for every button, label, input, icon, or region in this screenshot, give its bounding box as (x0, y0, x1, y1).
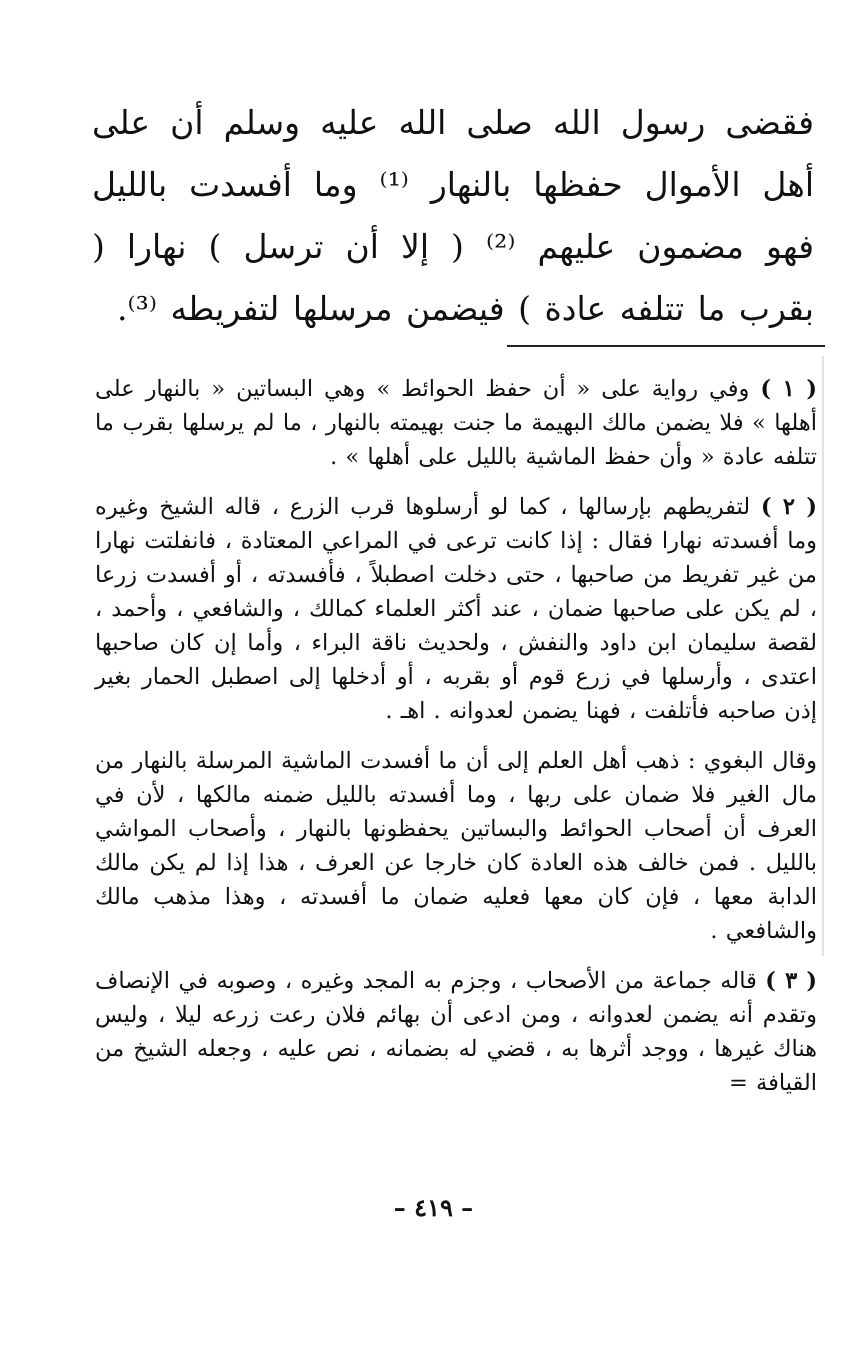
footnote-text: قاله جماعة من الأصحاب ، وجزم به المجد وغيره ، وصوبه في الإنصاف وتقدم أنه يضمن لعدوانه ، ومن ادعى أن بهائم فلان رعت زرعه ليلا ، وليس هناك غيرها ، ووجد أثرها به ، قضي له بضمانه ، نص عليه ، وجعله الشيخ من القيافة = (95, 968, 817, 1096)
footnote-2-continuation (95, 744, 817, 948)
footnote-text: وقال البغوي : ذهب أهل العلم إلى أن ما أفسدت الماشية المرسلة بالنهار من مال الغير فلا ضمان على ربها ، وما أفسدته بالليل ضمنه مالكها ، لأن في العرف أن أصحاب الحوائط والبساتين يحفظونها بالنهار ، وأصحاب المواشي بالليل . فمن خالف هذه العادة كان خارجا عن العرف ، هذا إذا لم يكن مالك الدابة معها ، فإن كان معها فعليه ضمان ما أفسدته ، وهذا مذهب مالك والشافعي . (95, 748, 817, 944)
footnotes (95, 372, 817, 1116)
footnote-divider (507, 345, 825, 347)
footnote-2 (95, 490, 817, 728)
page-number: – ٤١٩ – (393, 1193, 474, 1222)
main-paragraph: فقضى رسول الله صلى الله عليه وسلم أن على أهل الأموال حفظها بالنهار ⁽¹⁾ وما أفسدت بالليل فهو مضمون عليهم ⁽²⁾ ( إلا أن ترسل ) نهارا ( بقرب ما تتلفه عادة ) فيضمن مرسلها لتفريطه ⁽³⁾. (92, 103, 815, 328)
footnote-text: لتفريطهم بإرسالها ، كما لو أرسلوها قرب الزرع ، قاله الشيخ وغيره وما أفسدته نهارا فقال : إذا كانت ترعى في المراعي المعتادة ، فانفلتت نهارا من غير تفريط من صاحبها ، حتى دخلت اصطبلاً ، فأفسدته ، أو أفسدت زرعا ، لم يكن على صاحبها ضمان ، عند أكثر العلماء كمالك ، والشافعي ، وأحمد ، لقصة سليمان ابن داود والنفش ، ولحديث ناقة البراء ، وأما إن كان صاحبها اعتدى ، وأرسلها في زرع قوم أو بقربه ، أو أدخلها إلى اصطبل الحمار بغير إذن صاحبه فأتلفت ، فهنا يضمن لعدوانه . اهـ . (95, 494, 817, 724)
main-text (92, 92, 814, 340)
footnote-number: ( ٢ ) (760, 494, 817, 520)
footnote-1 (95, 372, 817, 474)
footnote-number: ( ٣ ) (765, 968, 817, 994)
footnote-text: وفي رواية على « أن حفظ الحوائط » وهي البساتين « بالنهار على أهلها » فلا يضمن مالك البهيمة ما جنت بهيمته بالنهار ، ما لم يرسلها بقرب ما تتلفه عادة « وأن حفظ الماشية بالليل على أهلها » . (95, 376, 817, 470)
footnote-number: ( ١ ) (760, 376, 818, 402)
footnote-3 (95, 964, 817, 1100)
page-edge-shadow (822, 356, 824, 956)
